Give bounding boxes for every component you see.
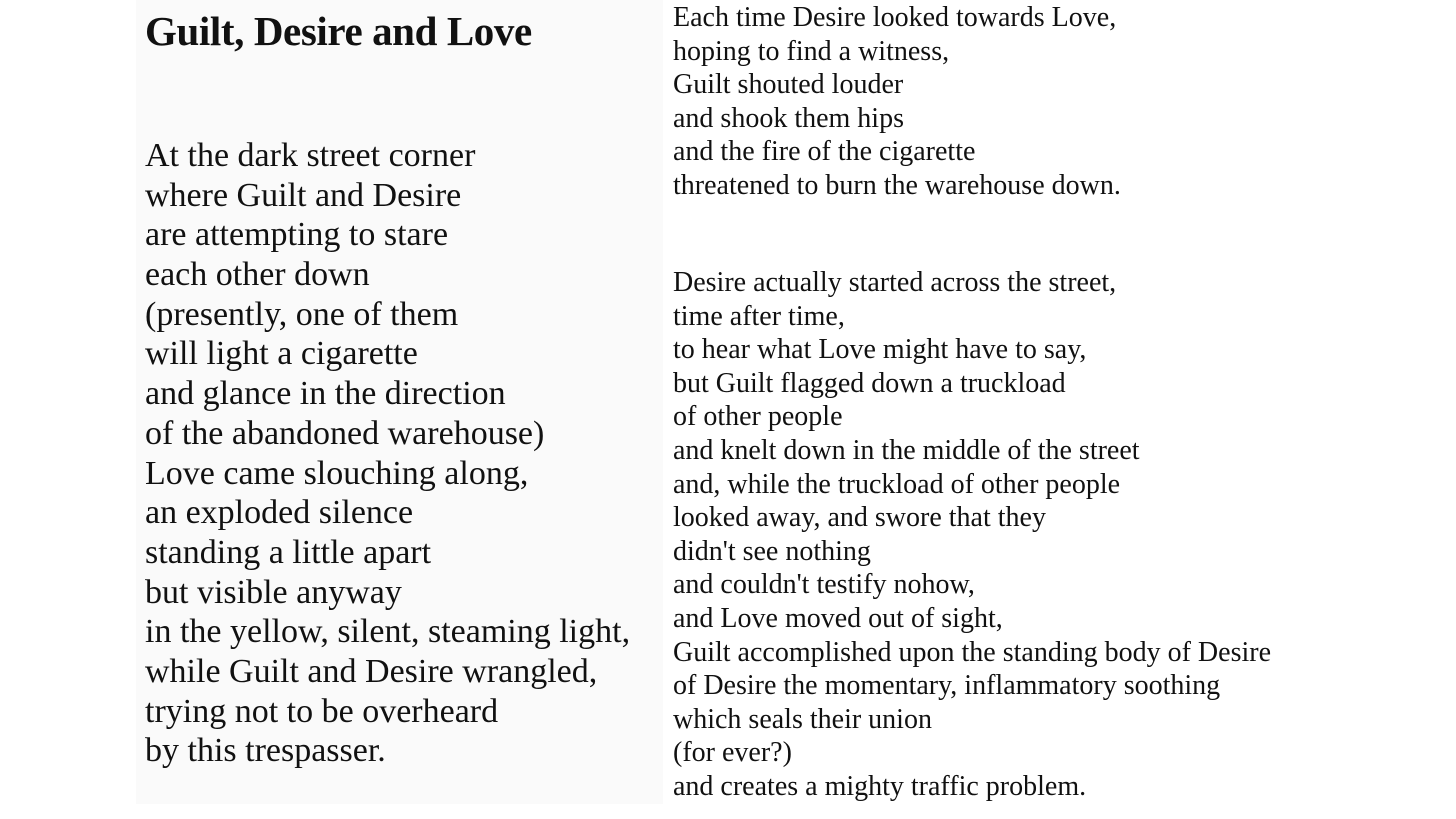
poem-line: didn't see nothing <box>673 535 871 567</box>
poem-title: Guilt, Desire and Love <box>145 8 532 54</box>
poem-line: standing a little apart <box>145 533 432 571</box>
poem-line: At the dark street corner <box>145 137 476 174</box>
poem-line: are attempting to stare <box>145 216 449 254</box>
poem-line: and knelt down in the middle of the street <box>673 434 1140 466</box>
poem-line: and creates a mighty traffic problem. <box>673 770 1087 802</box>
poem-line: hoping to find a witness, <box>673 35 950 67</box>
poem-line: in the yellow, silent, steaming light, <box>145 613 631 651</box>
stanza-left <box>145 136 630 771</box>
poem-line: and, while the truckload of other people <box>673 468 1121 500</box>
poem-line: but visible anyway <box>145 573 402 611</box>
poem-line: (for ever?) <box>673 737 792 769</box>
poem-line: Desire actually started across the street, <box>673 267 1117 298</box>
poem-line: and couldn't testify nohow, <box>673 569 975 601</box>
stanza-right-1 <box>673 1 1121 203</box>
poem-line: Love came slouching along, <box>145 454 529 492</box>
poem-line: threatened to burn the warehouse down. <box>673 169 1121 201</box>
poem-line: an exploded silence <box>145 494 414 532</box>
poem-line: Each time Desire looked towards Love, <box>673 2 1117 33</box>
poem-line: and glance in the direction <box>145 375 506 413</box>
poem-line: which seals their union <box>673 703 932 735</box>
poem-line: of the abandoned warehouse) <box>145 414 545 452</box>
poem-line: Guilt shouted louder <box>673 69 904 101</box>
poem-line: looked away, and swore that they <box>673 502 1046 534</box>
poem-line: while Guilt and Desire wrangled, <box>145 652 598 690</box>
stanza-right-2 <box>673 266 1271 804</box>
poem-line: by this trespasser. <box>145 732 386 770</box>
poem-line: but Guilt flagged down a truckload <box>673 367 1066 399</box>
poem-line: trying not to be overheard <box>145 692 499 730</box>
poem-line: time after time, <box>673 300 845 332</box>
poem-line: and the fire of the cigarette <box>673 136 976 168</box>
poem-line: to hear what Love might have to say, <box>673 334 1087 366</box>
poem-line: and Love moved out of sight, <box>673 602 1003 634</box>
poem-line: where Guilt and Desire <box>145 176 462 214</box>
poem-line: and shook them hips <box>673 102 904 134</box>
poem-line: each other down <box>145 256 370 294</box>
poem-line: will light a cigarette <box>145 335 418 373</box>
poem-line: (presently, one of them <box>145 295 459 333</box>
poem-line: of other people <box>673 401 843 433</box>
poem-line: of Desire the momentary, inflammatory soothing <box>673 670 1221 702</box>
poem-line: Guilt accomplished upon the standing body of Desire <box>673 636 1271 668</box>
